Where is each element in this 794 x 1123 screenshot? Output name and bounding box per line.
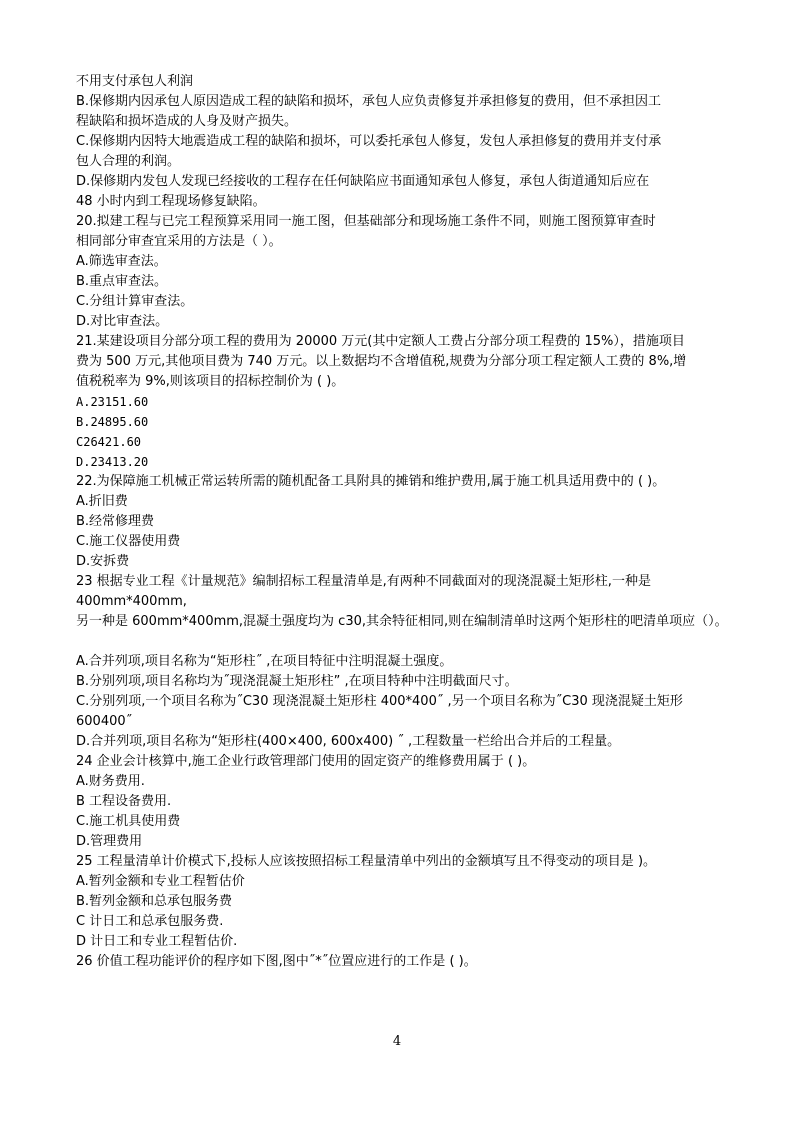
text-line: 值税税率为 9%,则该项目的招标控制价为 ( )。	[76, 374, 345, 389]
option-d-line: D 计日工和专业工程暂估价.	[76, 934, 238, 949]
option-d-line: D.对比审查法。	[76, 314, 169, 329]
option-b-line: B.重点审查法。	[76, 274, 168, 289]
blank-line	[76, 632, 736, 652]
option-d-line: D.合并列项,项目名称为“矩形柱(400×400, 600x400) ˝ ,工程数量一栏给出合并后的工程量。	[76, 734, 621, 749]
text-line: 相同部分审查宜采用的方法是（ ）。	[76, 234, 282, 249]
option-c-line: C.分组计算审查法。	[76, 294, 194, 309]
option-c-line: C.分别列项,一个项目名称为˝C30 现浇混凝土矩形柱 400*400˝ ,另一个项目名称为˝C30 现浇混疑土矩形	[76, 694, 683, 709]
option-c-line: C.施工机具使用费	[76, 814, 181, 829]
text-line: 48 小时内到工程现场修复缺陷。	[76, 194, 266, 209]
option-a-line: A.合并列项,项目名称为“矩形柱˝ ,在项目特征中注明混凝土强度。	[76, 654, 453, 669]
option-c-line: C.施工仪器使用费	[76, 534, 181, 549]
text-line: 400mm*400mm,	[76, 594, 187, 609]
text-line: 包人合理的利润。	[76, 154, 181, 169]
option-b-line: B.经常修理费	[76, 514, 155, 529]
option-d-line: D.保修期内发包人发现已经接收的工程存在任何缺陷应书面通知承包人修复，承包人街道通知后应在	[76, 174, 650, 189]
question-22: 22.为保障施工机械正常运转所需的随机配备工具附具的摊销和维护费用,属于施工机具适用费中的 ( )。	[76, 474, 666, 489]
option-a-line: A.财务费用.	[76, 774, 145, 789]
option-a-line: A.暂列金额和专业工程暂估价	[76, 874, 245, 889]
question-26: 26 价值工程功能评价的程序如下图,图中˝*˝位置应进行的工作是 ( )。	[76, 954, 477, 969]
page-body	[76, 72, 736, 972]
option-b-line: B 工程设备费用.	[76, 794, 172, 809]
option-b-line: B.分别列项,项目名称均为˝现浇混凝土矩形柱” ,在项目特种中注明截面尺寸。	[76, 674, 518, 689]
option-d-line: D.23413.20	[76, 455, 149, 469]
question-20: 20.拟建工程与已完工程预算采用同一施工图，但基础部分和现场施工条件不同，则施工图预算审查时	[76, 214, 656, 229]
text-line: 600400˝	[76, 714, 133, 729]
option-b-line: B.暂列金额和总承包服务费	[76, 894, 233, 909]
option-b-line: B.24895.60	[76, 415, 149, 429]
page-number: 4	[392, 1034, 402, 1049]
option-a-line: A.折旧费	[76, 494, 128, 509]
option-d-line: D.管理费用	[76, 834, 143, 849]
question-24: 24 企业会计核算中,施工企业行政管理部门使用的固定资产的维修费用属于 ( )。	[76, 754, 536, 769]
option-b-line: B.保修期内因承包人原因造成工程的缺陷和损坏，承包人应负责修复并承担修复的费用，但不承担因工	[76, 94, 662, 109]
text-line: 费为 500 万元,其他项目费为 740 万元。以上数据均不含增值税,规费为分部分项工程定额人工费的 8%,增	[76, 354, 687, 369]
option-a-line: A.23151.60	[76, 395, 149, 409]
option-c-line: C26421.60	[76, 435, 142, 449]
option-a-line: A.筛选审查法。	[76, 254, 167, 269]
question-25: 25 工程量清单计价模式下,投标人应该按照招标工程量清单中列出的金额填写且不得变动的项目是 )。	[76, 854, 657, 869]
text-line: 不用支付承包人利润	[76, 74, 194, 89]
question-21: 21.某建设项目分部分项工程的费用为 20000 万元(其中定额人工费占分部分项工程费的 15%），措施项目	[76, 334, 685, 349]
text-line: 另一种是 600mm*400mm,混凝土强度均为 c30,其余特征相同,则在编制清单时这两个矩形柱的吧清单项应（）。	[76, 614, 728, 629]
option-c-line: C 计日工和总承包服务费.	[76, 914, 224, 929]
option-d-line: D.安拆费	[76, 554, 130, 569]
text-line: 程缺陷和损坏造成的人身及财产损失。	[76, 114, 298, 129]
option-c-line: C.保修期内因特大地震造成工程的缺陷和损坏，可以委托承包人修复，发包人承担修复的费用并支付承	[76, 134, 662, 149]
question-23: 23 根据专业工程《计量规范》编制招标工程量清单是,有两种不同截面对的现浇混凝土矩形柱,一种是	[76, 574, 651, 589]
